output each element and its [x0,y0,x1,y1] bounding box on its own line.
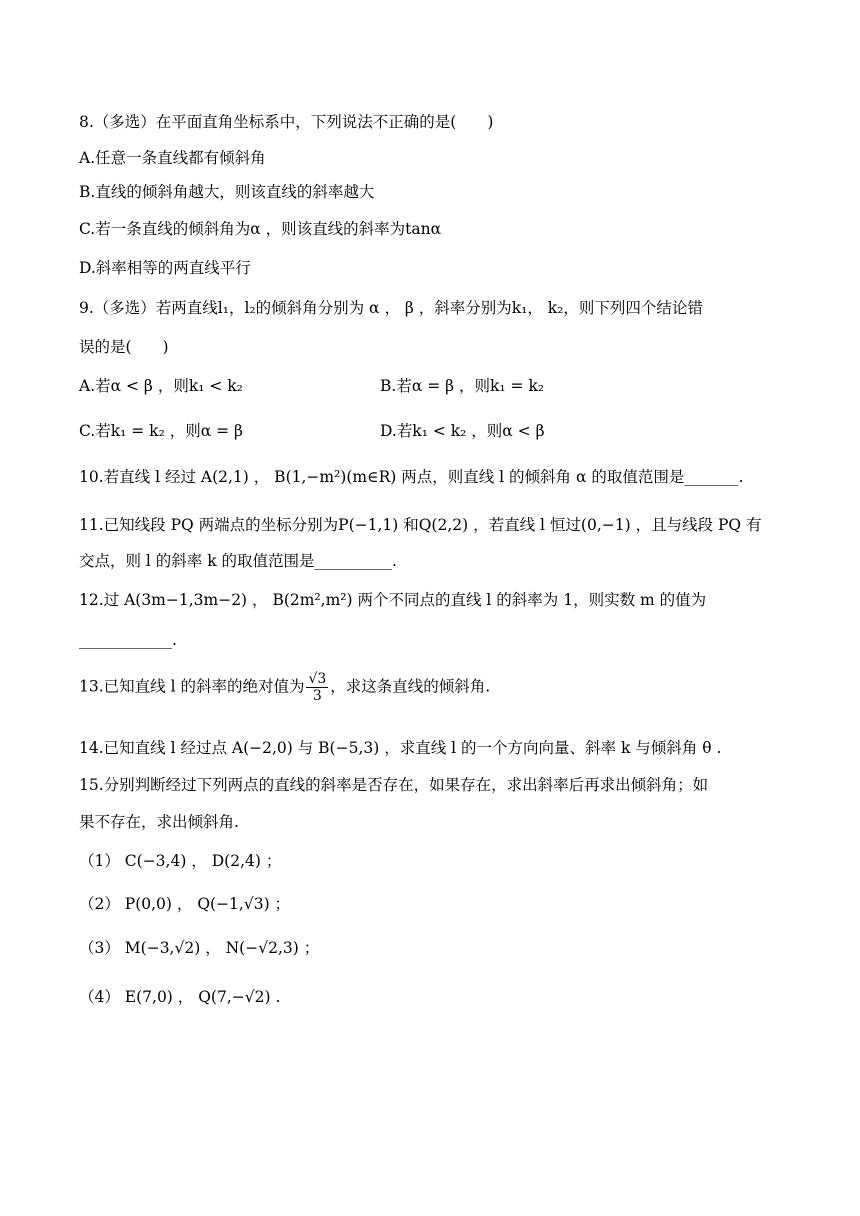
q9-option-c: C.若k₁ = k₂ ，则α = β [79,422,243,440]
q9-option-b: B.若α = β ，则k₁ = k₂ [380,377,545,395]
q13-fraction-denominator: 3 [312,688,322,704]
q10-stem: 10.若直线 l 经过 A(2,1) ， B(1,−m²)(m∈R) 两点，则直线 l 的倾斜角 α 的取值范围是_______. [79,468,744,486]
q8-option-a: A.任意一条直线都有倾斜角 [79,149,266,167]
q8-option-c: C.若一条直线的倾斜角为α ，则该直线的斜率为tanα [79,220,442,238]
q13-text-before: 13.已知直线 l 的斜率的绝对值为 [79,677,305,696]
q12-stem-line2: ____________. [79,631,177,649]
q14-stem: 14.已知直线 l 经过点 A(−2,0) 与 B(−5,3) ，求直线 l 的一个方向向量、斜率 k 与倾斜角 θ . [79,739,722,757]
q8-stem: 8.（多选）在平面直角坐标系中，下列说法不正确的是( ) [79,113,494,131]
q9-option-d: D.若k₁ < k₂ ，则α < β [380,422,545,440]
q9-option-a: A.若α < β ，则k₁ < k₂ [79,377,243,395]
q15-stem-line1: 15.分别判断经过下列两点的直线的斜率是否存在，如果存在，求出斜率后再求出倾斜角；如 [79,776,709,794]
q12-stem-line1: 12.过 A(3m−1,3m−2) ， B(2m²,m²) 两个不同点的直线 l 的斜率为 1，则实数 m 的值为 [79,591,707,609]
q13-fraction-numerator: √3 [308,671,327,687]
q15-item-4: （4） E(7,0) ， Q(7,−√2) . [79,988,281,1006]
q8-option-d: D.斜率相等的两直线平行 [79,259,251,277]
q13-fraction [306,671,328,704]
q11-stem-line1: 11.已知线段 PQ 两端点的坐标分别为P(−1,1) 和Q(2,2) ，若直线 l 恒过(0,−1) ，且与线段 PQ 有 [79,516,762,534]
q9-stem-line1: 9.（多选）若两直线l₁，l₂的倾斜角分别为 α ， β ，斜率分别为k₁， k₂，则下列四个结论错 [79,299,703,317]
q15-item-2: （2） P(0,0) ， Q(−1,√3) ； [79,895,291,913]
q13-text-after: ，求这条直线的倾斜角. [330,677,491,696]
q15-item-1: （1） C(−3,4) ， D(2,4) ； [79,852,282,870]
q9-stem-line2: 误的是( ) [79,338,169,356]
q15-item-3: （3） M(−3,√2) ， N(−√2,3) ； [79,939,320,957]
q8-option-b: B.直线的倾斜角越大，则该直线的斜率越大 [79,183,375,201]
q11-stem-line2: 交点，则 l 的斜率 k 的取值范围是__________. [79,552,397,570]
q13-stem [79,671,490,704]
q15-stem-line2: 果不存在，求出倾斜角. [79,813,239,831]
